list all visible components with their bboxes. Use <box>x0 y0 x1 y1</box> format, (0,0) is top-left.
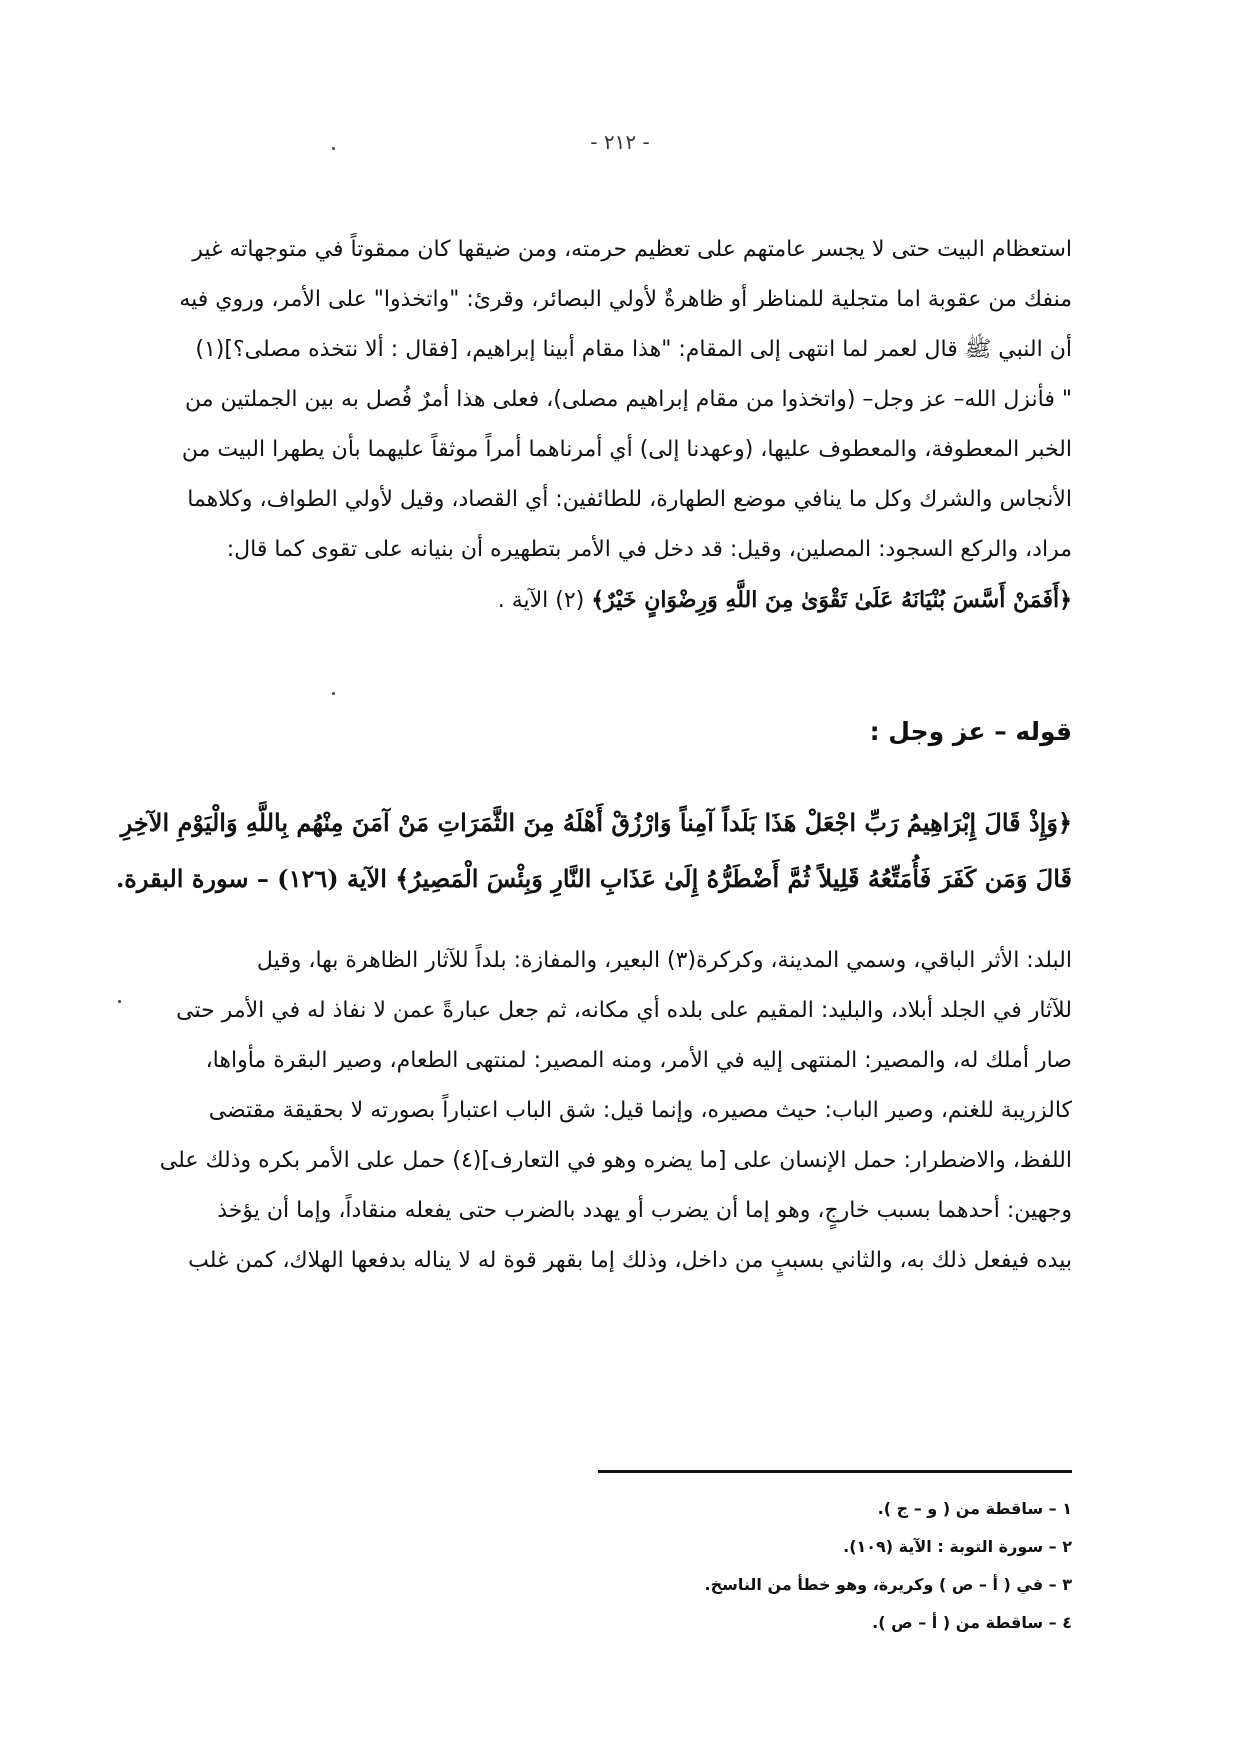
paragraph-line: كالزريبة للغنم، وصير الباب: حيث مصيره، وإنما قيل: شق الباب اعتباراً بصورته لا بحقيقة مقتضى <box>208 1098 1072 1123</box>
paragraph-line: " فأنزل الله– عز وجل– (واتخذوا من مقام إبراهيم مصلى)، فعلى هذا أمرٌ فُصل به بين الجملتين من <box>184 387 1072 412</box>
quran-citation-line <box>178 575 1072 625</box>
footnote-item: ٤ – ساقطة من ( أ – ص ). <box>872 1613 1072 1632</box>
paragraph-line: مراد، والركع السجود: المصلين، وقيل: قد دخل في الأمر بتطهيره أن بنيانه على تقوى كما قال: <box>226 537 1072 562</box>
footnotes <box>500 1490 1072 1642</box>
paragraph-line: البلد: الأثر الباقي، وسمي المدينة، وكركرة(٣) البعير، والمفازة: بلداً للآثار الظاهرة بها، وقيل <box>256 948 1072 973</box>
paragraph-line: أن النبي ﷺ قال لعمر لما انتهى إلى المقام: "هذا مقام أبينا إبراهيم، [فقال : ألا نتخذه مصلى؟](١) <box>195 337 1072 362</box>
paragraph-line: بيده فيفعل ذلك به، والثاني بسببٍ من داخل، وذلك إما بقهر قوة له لا يناله بدفعها الهلاك، كمن غلب <box>188 1248 1072 1273</box>
scan-speck <box>332 692 335 695</box>
quran-verse-block <box>115 795 1072 907</box>
footnote-item: ٢ – سورة التوبة : الآية (١٠٩). <box>843 1537 1072 1556</box>
verse-line: قَالَ وَمَن كَفَرَ فَأُمَتِّعُهُ قَلِيلاً ثُمَّ أَضْطَرُّهُ إِلَىٰ عَذَابِ النَّارِ وَبِئْسَ الْمَصِيرُ﴾ الآية (١٢٦) – سورة البقرة. <box>115 864 1072 893</box>
paragraph-line: استعظام البيت حتى لا يجسر عامتهم على تعظيم حرمته، ومن ضيقها كان ممقوتاً في متوجهاته غير <box>192 237 1072 262</box>
paragraph-line: الخبر المعطوفة، والمعطوف عليها، (وعهدنا إلى) أي أمرناهما أمراً موثقاً عليهما بأن يطهرا البيت من <box>181 437 1072 462</box>
paragraph-2 <box>159 936 1072 1286</box>
verse-line: ﴿وَإِذْ قَالَ إِبْرَاهِيمُ رَبِّ اجْعَلْ هَذَا بَلَداً آمِناً وَارْزُقْ أَهْلَهُ مِنَ الثَّمَرَاتِ مَنْ آمَنَ مِنْهُم بِاللَّهِ وَالْيَوْمِ الآخِرِ <box>120 808 1072 837</box>
quran-inline-suffix: (٢) الآية . <box>497 588 585 613</box>
paragraph-line: اللفظ، والاضطرار: حمل الإنسان على [ما يضره وهو في التعارف](٤) حمل على الأمر بكره وذلك على <box>159 1148 1072 1173</box>
paragraph-line: منفك من عقوبة اما متجلية للمناظر أو ظاهرةٌ لأولي البصائر، وقرئ: "واتخذوا" على الأمر، وروي فيه <box>179 287 1072 312</box>
paragraph-line: الأنجاس والشرك وكل ما ينافي موضع الطهارة، للطائفين: أي القصاد، وقيل لأولي الطواف، وكلاهما <box>187 487 1072 512</box>
footnote-item: ١ – ساقطة من ( و – ج ). <box>877 1499 1072 1518</box>
section-heading: قوله – عز وجل : <box>869 717 1072 746</box>
quran-inline-verse: ﴿أَفَمَنْ أَسَّسَ بُنْيَانَهُ عَلَىٰ تَقْوَىٰ مِنَ اللَّهِ وَرِضْوَانٍ خَيْرٌ﴾ <box>591 587 1072 613</box>
footnote-divider <box>598 1470 1072 1473</box>
paragraph-line: للآثار في الجلد أبلاد، والبليد: المقيم على بلده أي مكانه، ثم جعل عبارةً عمن لا نفاذ له في الأمر حتى <box>176 998 1072 1023</box>
paragraph-1 <box>178 225 1072 625</box>
paragraph-line: وجهين: أحدهما بسبب خارجٍ، وهو إما أن يضرب أو يهدد بالضرب حتى يفعله منقاداً، وإما أن يؤخذ <box>217 1198 1072 1223</box>
footnote-item: ٣ – في ( أ – ص ) وكريرة، وهو خطأ من الناسخ. <box>704 1575 1072 1594</box>
scan-speck <box>332 147 335 150</box>
paragraph-line: صار أملك له، والمصير: المنتهى إليه في الأمر، ومنه المصير: لمنتهى الطعام، وصير البقرة مأواها، <box>205 1048 1072 1073</box>
page-number: - ٢١٢ - <box>590 130 650 154</box>
scan-speck <box>118 1000 121 1003</box>
